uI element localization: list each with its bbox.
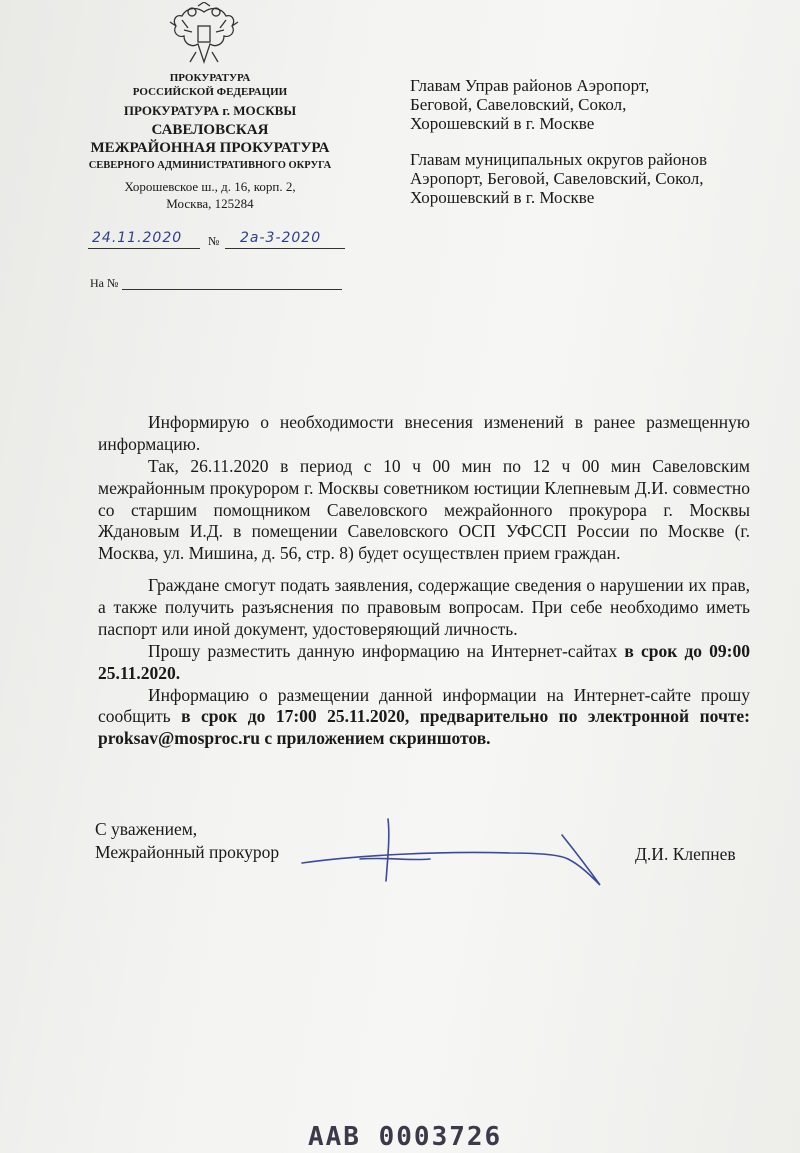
- letterhead-line-2: РОССИЙСКОЙ ФЕДЕРАЦИИ: [132, 86, 288, 98]
- letterhead-line-3: ПРОКУРАТУРА г. МОСКВЫ: [123, 103, 297, 118]
- paragraph-1: Информирую о необходимости внесения изменений в ранее размещенную информацию.: [98, 412, 750, 454]
- number-underline: [225, 248, 345, 249]
- letterhead-address-1: Хорошевское ш., д. 16, корп. 2,: [124, 179, 296, 194]
- paragraph-2: Так, 26.11.2020 в период с 10 ч 00 мин по 12 ч 00 мин Савеловским межрайонным прокурором г. Москвы советником юстиции Клепневым Д.И. совместно со старшим помощником Савеловского межрайонного прокурора г. Москвы Ждановым И.Д. в помещении Савеловского ОСП УФССП России по Москве (г. Москва, ул. Мишина, д. 56, стр. 8) будет осуществлен прием граждан.: [98, 455, 750, 564]
- reply-to-label: На №: [90, 276, 119, 290]
- recipient-2: Главам муниципальных округов районов Аэропорт, Беговой, Савеловский, Сокол, Хорошевский в г. Москве: [410, 150, 708, 208]
- form-serial-number: ААВ 0003726: [308, 1122, 503, 1152]
- letterhead-address-2: Москва, 125284: [166, 196, 254, 211]
- paragraph-4-deadline: в срок до 09:00 25.11.2020.: [98, 640, 750, 683]
- paragraph-3: Граждане смогут подать заявления, содержащие сведения о нарушении их прав, а также получить разъяснения по правовым вопросам. При себе необходимо иметь паспорт или иной документ, удостоверяющий личность.: [98, 575, 750, 639]
- letterhead-line-4: САВЕЛОВСКАЯ: [151, 122, 269, 138]
- paragraph-4-text: Прошу разместить данную информацию на Интернет-сайтах: [148, 640, 618, 661]
- signer-name: Д.И. Клепнев: [635, 844, 736, 864]
- letterhead-line-1: ПРОКУРАТУРА: [169, 72, 251, 84]
- letterhead-line-5: МЕЖРАЙОННАЯ ПРОКУРАТУРА: [90, 140, 330, 156]
- registration-number: 2а-3-2020: [240, 230, 322, 246]
- date-underline: [88, 248, 200, 249]
- handwritten-signature: [300, 815, 620, 895]
- letter-body: [98, 412, 750, 750]
- closing-position: Межрайонный прокурор: [95, 841, 280, 862]
- letterhead-line-6: СЕВЕРНОГО АДМИНИСТРАТИВНОГО ОКРУГА: [88, 160, 332, 171]
- paragraph-5-text: Информацию о размещении данной информации на Интернет-сайте прошу сообщить: [98, 684, 750, 727]
- registration-date: 24.11.2020: [92, 230, 183, 246]
- paragraph-4: [98, 641, 750, 685]
- paragraph-5-deadline: в срок до 17:00 25.11.2020, предварительно по электронной почте: proksav@mosproc.ru с приложением скриншотов.: [98, 706, 751, 749]
- number-sign: №: [208, 234, 220, 248]
- double-headed-eagle-emblem-icon: [168, 2, 240, 70]
- closing-regards: С уважением,: [95, 819, 198, 839]
- recipient-1: Главам Управ районов Аэропорт, Беговой, Савеловский, Сокол, Хорошевский в г. Москве: [410, 76, 650, 134]
- closing-block: [95, 818, 279, 864]
- reply-to-underline: [122, 289, 342, 290]
- paragraph-5: [98, 685, 750, 751]
